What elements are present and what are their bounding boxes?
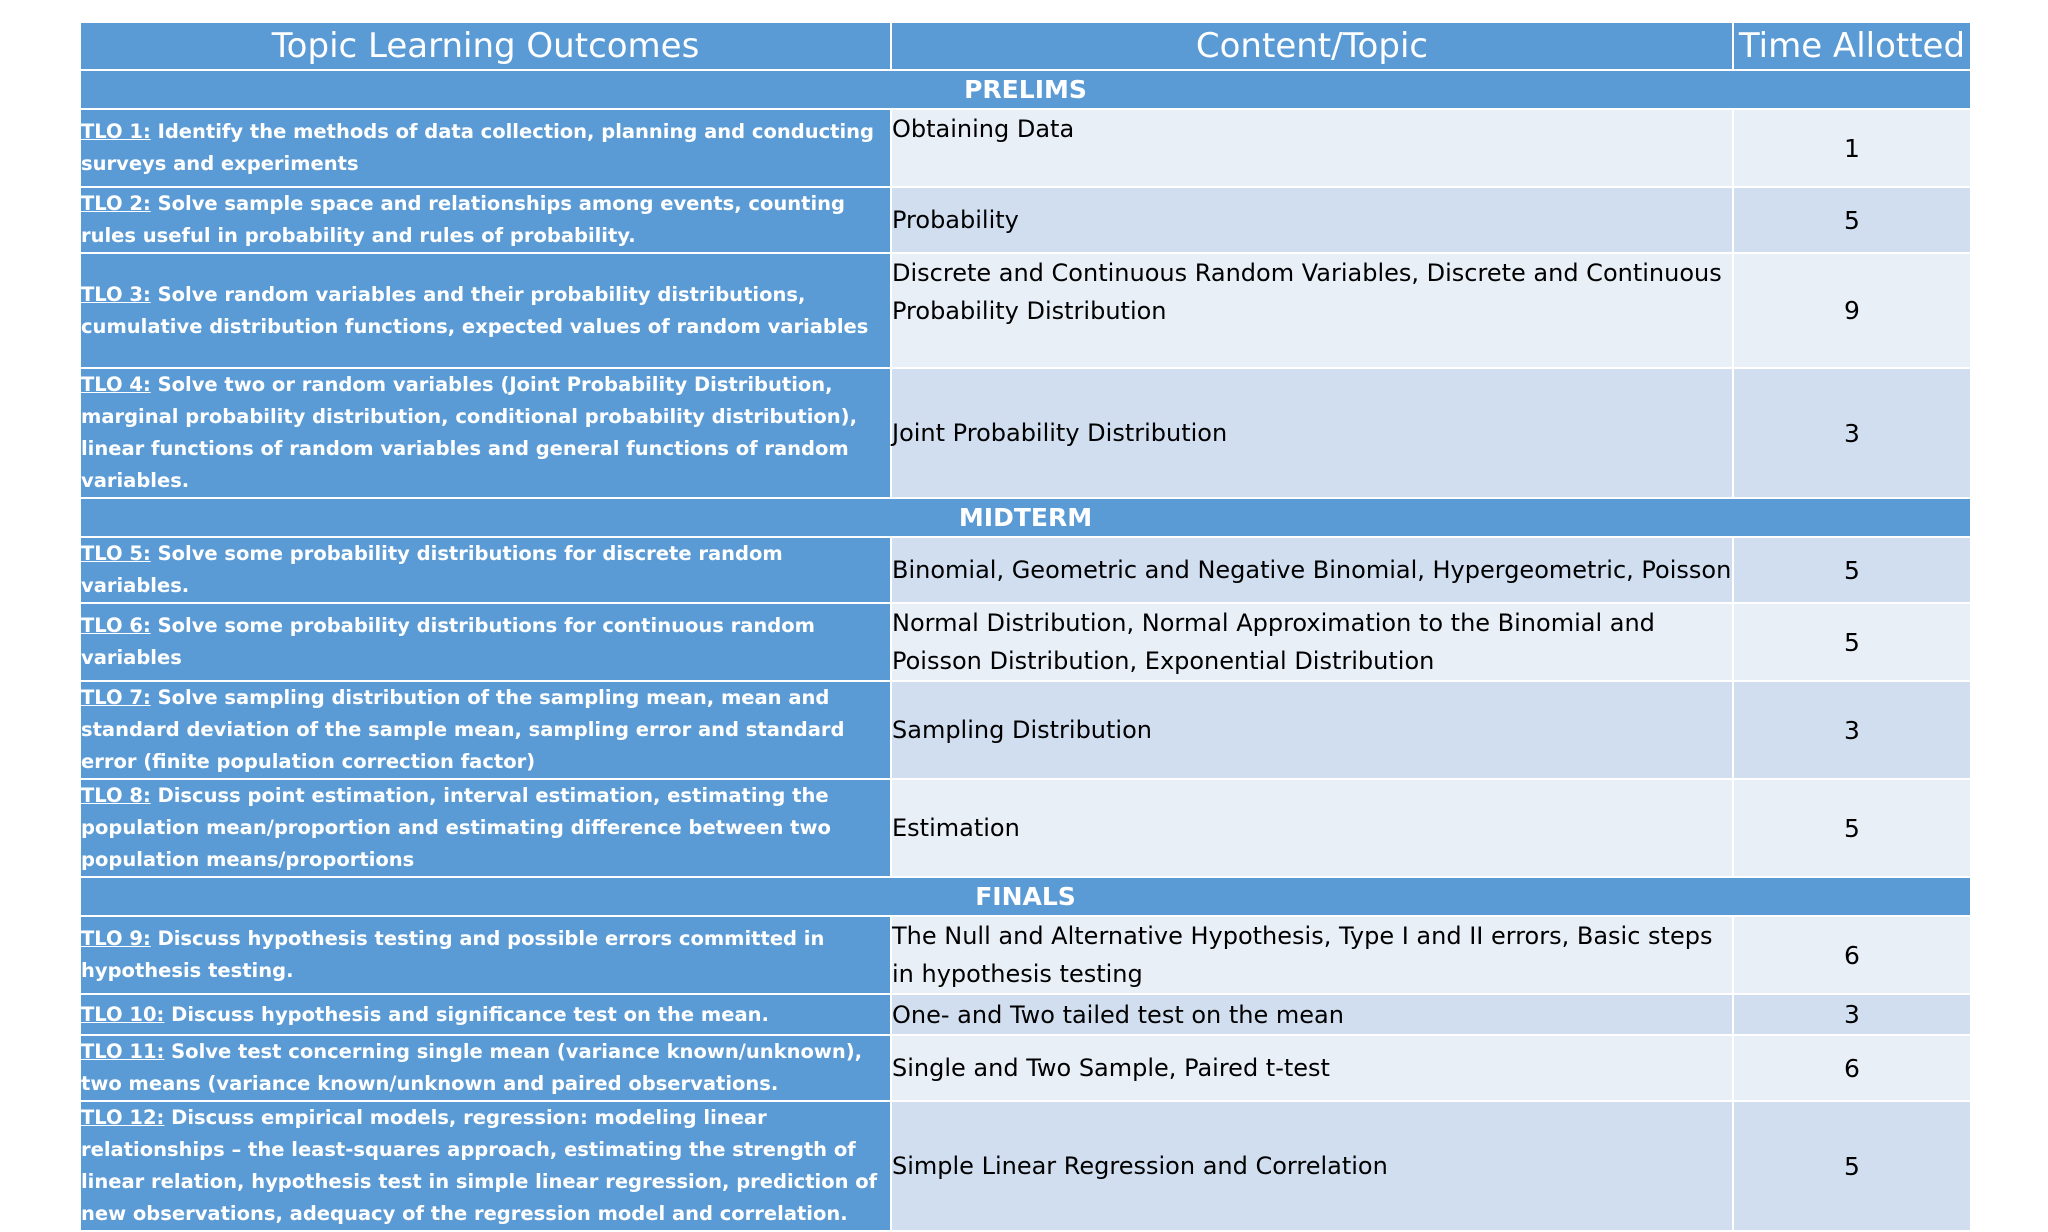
header-content: Content/Topic: [891, 22, 1733, 70]
outcome-cell: [80, 368, 891, 498]
time-cell: 5: [1733, 603, 1971, 681]
outcome-cell: [80, 253, 891, 368]
tlo-text: Solve test concerning single mean (variance known/unknown), two means (variance known/unknown and paired observations.: [81, 1040, 863, 1095]
outcome-cell: [80, 916, 891, 994]
tlo-code: TLO 7:: [81, 686, 151, 709]
tlo-text: Solve sampling distribution of the sampling mean, mean and standard deviation of the sample mean, sampling error and standard error (finite population correction factor): [81, 686, 845, 773]
section-row-finals: [80, 877, 1971, 916]
time-cell: 3: [1733, 368, 1971, 498]
tlo-text: Discuss hypothesis and significance test on the mean.: [171, 1002, 769, 1026]
table-row: [80, 994, 1971, 1035]
tlo-code: TLO 11:: [81, 1040, 165, 1063]
section-row-prelims: [80, 70, 1971, 109]
topic-cell: Single and Two Sample, Paired t-test: [891, 1035, 1733, 1101]
tlo-code: TLO 3:: [81, 282, 151, 306]
topic-cell: Sampling Distribution: [891, 681, 1733, 779]
topic-cell: Binomial, Geometric and Negative Binomial, Hypergeometric, Poisson: [891, 537, 1733, 603]
tlo-code: TLO 9:: [81, 927, 151, 950]
tlo-text: Identify the methods of data collection, planning and conducting surveys and experiments: [81, 120, 874, 175]
outcome-cell: [80, 603, 891, 681]
table-row: [80, 1035, 1971, 1101]
time-cell: 6: [1733, 916, 1971, 994]
time-cell: 5: [1733, 187, 1971, 253]
time-cell: 6: [1733, 1035, 1971, 1101]
tlo-code: TLO 6:: [81, 614, 151, 637]
table-row: [80, 779, 1971, 877]
topic-cell: Discrete and Continuous Random Variables, Discrete and Continuous Probability Distribution: [891, 253, 1733, 368]
outcome-cell: [80, 994, 891, 1035]
table-row: [80, 537, 1971, 603]
topic-cell: Estimation: [891, 779, 1733, 877]
time-cell: 5: [1733, 537, 1971, 603]
table-row: [80, 681, 1971, 779]
topic-cell: One- and Two tailed test on the mean: [891, 994, 1733, 1035]
section-title: FINALS: [80, 877, 1971, 916]
tlo-code: TLO 8:: [81, 784, 151, 807]
header-outcomes: Topic Learning Outcomes: [80, 22, 891, 70]
time-cell: 3: [1733, 681, 1971, 779]
topic-cell: Joint Probability Distribution: [891, 368, 1733, 498]
tlo-code: TLO 12:: [81, 1106, 165, 1129]
outcome-cell: [80, 537, 891, 603]
time-cell: 3: [1733, 994, 1971, 1035]
tlo-text: Solve some probability distributions for discrete random variables.: [81, 542, 783, 597]
outcome-cell: [80, 1035, 891, 1101]
table-row: [80, 603, 1971, 681]
tlo-text: Solve sample space and relationships among events, counting rules useful in probability and rules of probability.: [81, 192, 845, 247]
time-cell: 9: [1733, 253, 1971, 368]
section-title: PRELIMS: [80, 70, 1971, 109]
tlo-code: TLO 4:: [81, 373, 151, 396]
outcome-cell: [80, 681, 891, 779]
outcome-cell: [80, 1101, 891, 1231]
tlo-code: TLO 1:: [81, 120, 151, 143]
header-time: Time Allotted: [1733, 22, 1971, 70]
tlo-text: Solve random variables and their probability distributions, cumulative distribution functions, expected values of random variables: [81, 282, 869, 338]
table-row: [80, 187, 1971, 253]
outcome-cell: [80, 779, 891, 877]
section-row-midterm: [80, 498, 1971, 537]
time-cell: 1: [1733, 109, 1971, 187]
table-row: [80, 916, 1971, 994]
tlo-text: Discuss empirical models, regression: modeling linear relationships – the least-squares approach, estimating the strength of linear relation, hypothesis test in simple linear regression, prediction of new observations, adequacy of the regression model and correlation.: [81, 1106, 878, 1225]
header-row: [80, 22, 1971, 70]
tlo-text: Discuss hypothesis testing and possible errors committed in hypothesis testing.: [81, 927, 825, 982]
tlo-code: TLO 10:: [81, 1002, 165, 1026]
tlo-text: Discuss point estimation, interval estimation, estimating the population mean/proportion and estimating difference between two population means/proportions: [81, 784, 831, 871]
topic-cell: Probability: [891, 187, 1733, 253]
tlo-code: TLO 2:: [81, 192, 151, 215]
table-row: [80, 109, 1971, 187]
section-title: MIDTERM: [80, 498, 1971, 537]
time-cell: 5: [1733, 779, 1971, 877]
tlo-text: Solve two or random variables (Joint Probability Distribution, marginal probability distribution, conditional probability distribution), linear functions of random variables and general functions of random variables.: [81, 373, 858, 492]
outcome-cell: [80, 109, 891, 187]
topic-cell: Normal Distribution, Normal Approximation to the Binomial and Poisson Distribution, Exponential Distribution: [891, 603, 1733, 681]
table-row: [80, 368, 1971, 498]
syllabus-table: [79, 21, 1972, 1232]
tlo-code: TLO 5:: [81, 542, 151, 565]
topic-cell: The Null and Alternative Hypothesis, Type I and II errors, Basic steps in hypothesis testing: [891, 916, 1733, 994]
outcome-cell: [80, 187, 891, 253]
table-row: [80, 1101, 1971, 1231]
time-cell: 5: [1733, 1101, 1971, 1231]
tlo-text: Solve some probability distributions for continuous random variables: [81, 614, 815, 669]
topic-cell: Obtaining Data: [891, 109, 1733, 187]
table-row: [80, 253, 1971, 368]
topic-cell: Simple Linear Regression and Correlation: [891, 1101, 1733, 1231]
